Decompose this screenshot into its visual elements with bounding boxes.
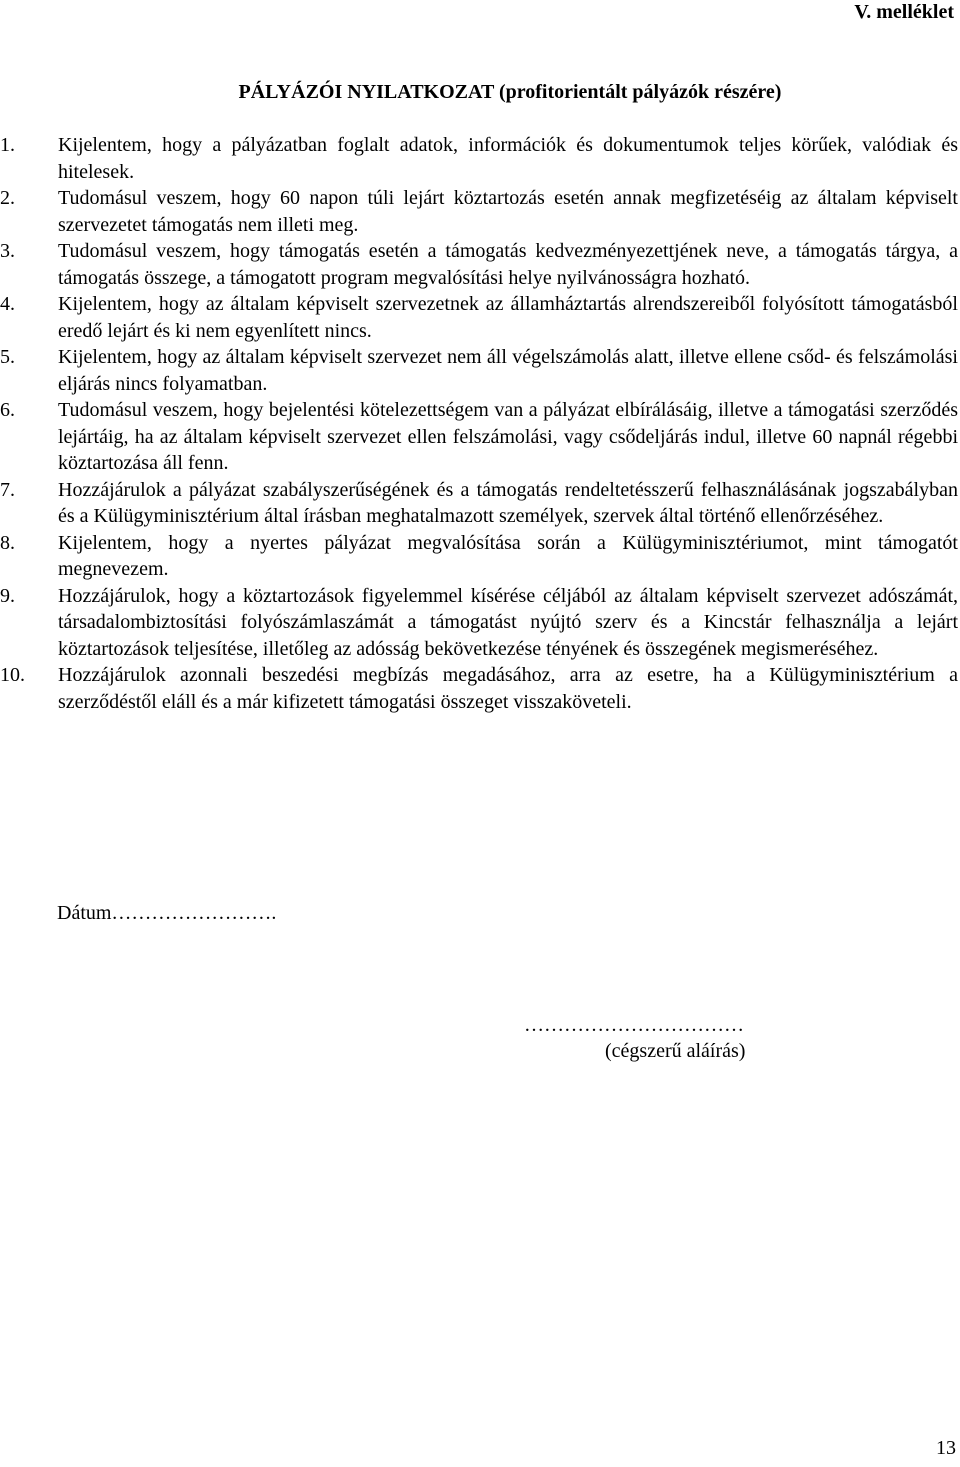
item-number: 3. bbox=[0, 240, 15, 262]
document-title: PÁLYÁZÓI NYILATKOZAT (profitorientált pályázók részére) bbox=[238, 81, 782, 103]
list-item bbox=[0, 530, 958, 583]
item-text: Kijelentem, hogy az általam képviselt szervezetnek az államháztartás alrendszereiből folyósított támogatásból eredő lejárt és ki nem egyenlített nincs. bbox=[58, 293, 958, 342]
list-item bbox=[0, 397, 958, 477]
list-item bbox=[0, 291, 958, 344]
list-item bbox=[0, 344, 958, 397]
item-text: Tudomásul veszem, hogy bejelentési kötelezettségem van a pályázat elbírálásáig, illetve a támogatási szerződés lejártáig, ha az általam képviselt szervezet ellen felszámolási, vagy csődeljárás indul, illetve 60 napnál régebbi köztartozása áll fenn. bbox=[58, 399, 958, 474]
item-number: 4. bbox=[0, 293, 15, 315]
item-number: 8. bbox=[0, 531, 15, 554]
item-text: Tudomásul veszem, hogy 60 napon túli lejárt köztartozás esetén annak megfizetéséig az általam képviselt szervezetet támogatás nem illeti meg. bbox=[58, 187, 958, 236]
list-item bbox=[0, 185, 958, 238]
annex-label: V. melléklet bbox=[854, 1, 954, 23]
list-item bbox=[0, 662, 958, 715]
page-number: 13 bbox=[936, 1437, 956, 1459]
item-number: 1. bbox=[0, 134, 15, 156]
item-number: 5. bbox=[0, 346, 15, 368]
item-number: 7. bbox=[0, 478, 15, 501]
date-line: Dátum……………………. bbox=[57, 902, 277, 924]
item-text: Kijelentem, hogy a pályázatban foglalt adatok, információk és dokumentumok teljes körűek, valódiak és hitelesek. bbox=[58, 134, 958, 183]
item-number: 2. bbox=[0, 187, 15, 209]
item-text: Hozzájárulok, hogy a köztartozások figyelemmel kísérése céljából az általam képviselt szervezet adószámát, társadalombiztosítási folyószámlaszámát a támogatást nyújtó szerv és a Kincstár felhasználja a lejárt köztartozások teljesítése, illetőleg az adósság bekövetkezése tényének és összegének megismeréséhez. bbox=[58, 584, 958, 660]
list-item bbox=[0, 238, 958, 291]
item-text: Kijelentem, hogy a nyertes pályázat megvalósítása során a Külügyminisztériumot, mint támogatót megnevezem. bbox=[58, 531, 958, 580]
item-text: Kijelentem, hogy az általam képviselt szervezet nem áll végelszámolás alatt, illetve ellene csőd- és felszámolási eljárás nincs folyamatban. bbox=[58, 346, 958, 395]
signature-label: (cégszerű aláírás) bbox=[605, 1040, 746, 1062]
list-item bbox=[0, 477, 958, 530]
item-number: 6. bbox=[0, 399, 15, 421]
item-text: Tudomásul veszem, hogy támogatás esetén a támogatás kedvezményezettjének neve, a támogatás tárgya, a támogatás összege, a támogatott program megvalósítási helye nyilvánosságra hozható. bbox=[58, 240, 958, 289]
list-item bbox=[0, 132, 958, 185]
signature-line: …………………………… bbox=[524, 1014, 744, 1036]
declaration-list bbox=[0, 132, 958, 715]
item-number: 9. bbox=[0, 584, 15, 607]
list-item bbox=[0, 583, 958, 663]
item-number: 10. bbox=[0, 664, 25, 686]
item-text: Hozzájárulok a pályázat szabályszerűségének és a támogatás rendeltetésszerű felhasználásának jogszabályban és a Külügyminisztérium által írásban meghatalmazott személyek, szervek által történő ellenőrzéséhez. bbox=[58, 478, 958, 527]
item-text: Hozzájárulok azonnali beszedési megbízás megadásához, arra az esetre, ha a Külügyminisztérium a szerződéstől eláll és a már kifizetett támogatási összeget visszaköveteli. bbox=[58, 664, 958, 713]
